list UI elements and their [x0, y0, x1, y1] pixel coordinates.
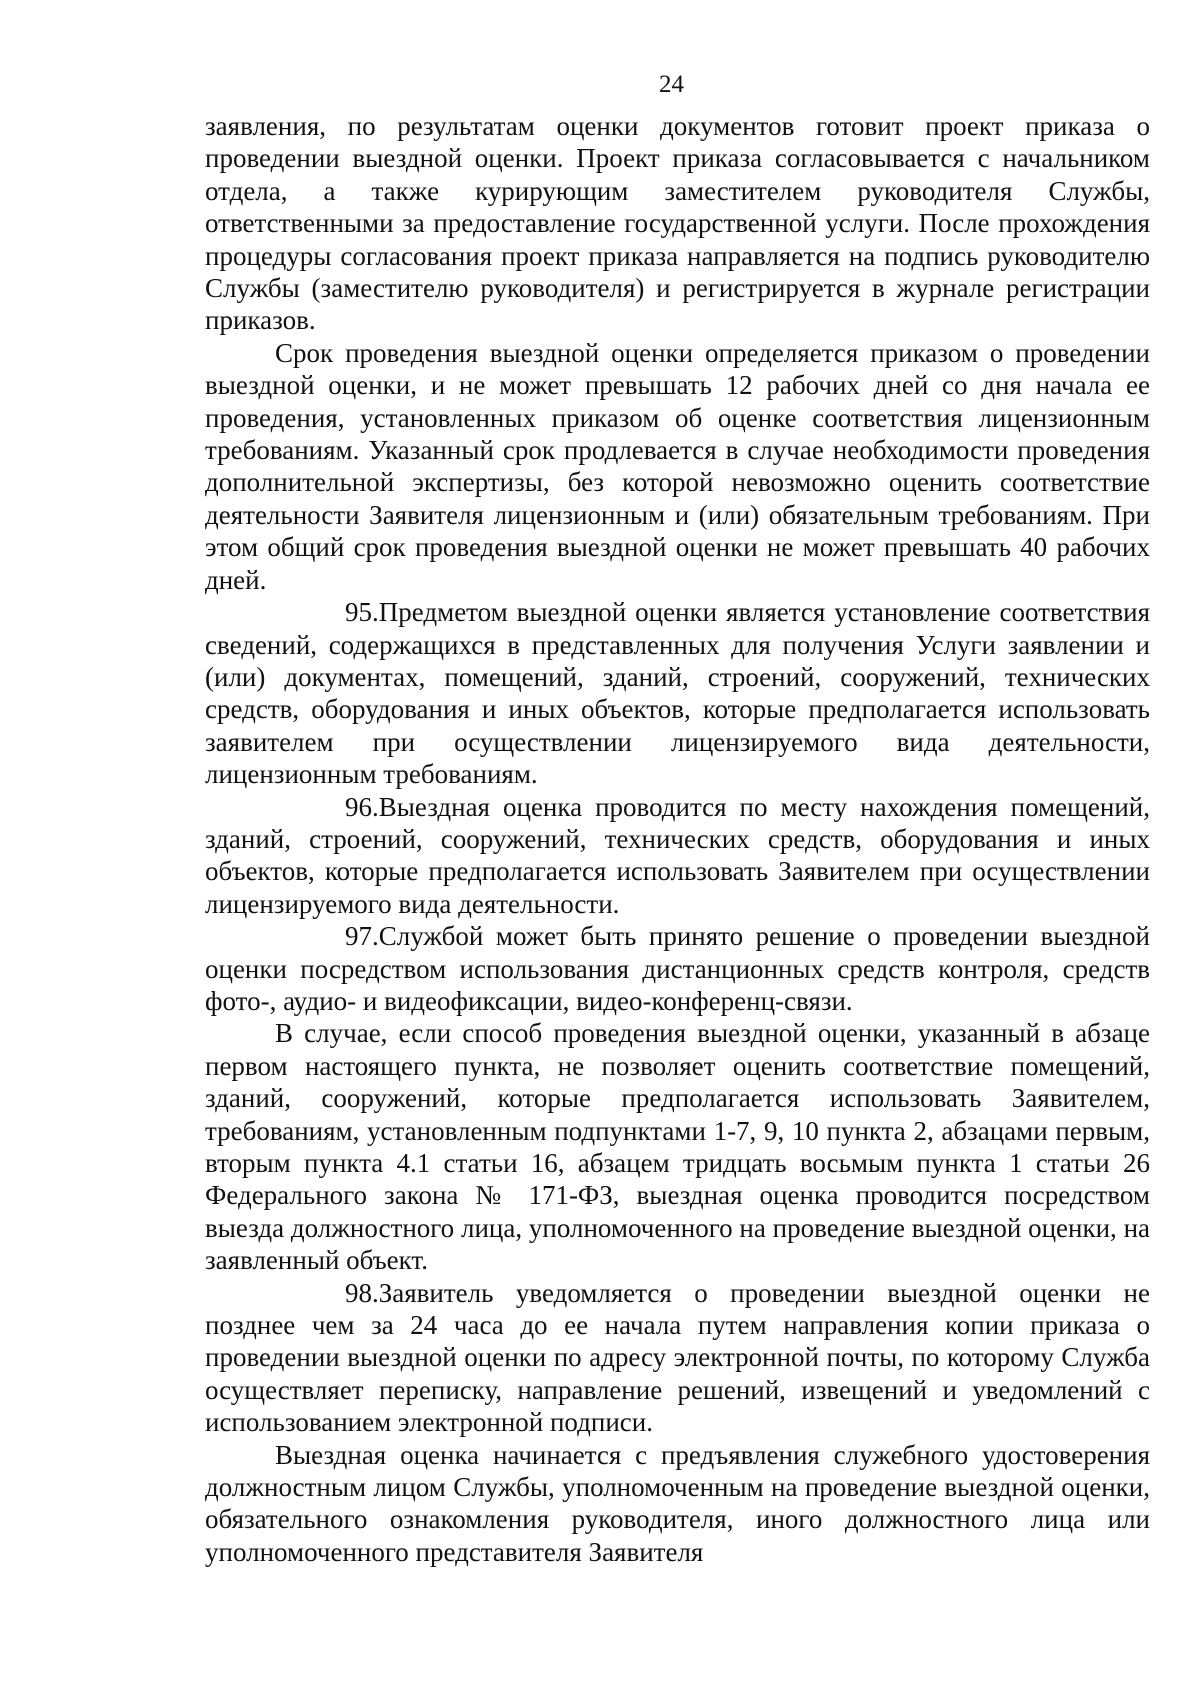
paragraph-number: 97. — [345, 921, 379, 952]
paragraph-continuation — [205, 110, 1150, 337]
paragraph-98-start — [205, 1439, 1150, 1569]
page-number: 24 — [659, 71, 684, 98]
paragraph-text: Заявитель уведомляется о проведении выездной оценки не позднее чем за 24 часа до ее начала путем направления копии приказа о проведении выездной оценки по адресу электронной почты, по которому Служба осуществляет переписку, направление решений, извещений и уведомлений с использованием электронной подписи. — [205, 1277, 1150, 1438]
paragraph-text: Выездная оценка начинается с предъявления служебного удостоверения должностным лицом Службы, уполномоченным на проведение выездной оценки, обязательного ознакомления руководителя, иного должностного лица или уполномоченного представителя Заявителя — [205, 1439, 1150, 1567]
paragraph-term — [205, 337, 1150, 596]
paragraph-number: 95. — [345, 597, 379, 628]
paragraph-96 — [205, 791, 1150, 921]
paragraph-97 — [205, 920, 1150, 1017]
paragraph-text: В случае, если способ проведения выездной оценки, указанный в абзаце первом настоящего пункта, не позволяет оценить соответствие помещений, зданий, сооружений, которые предполагается использовать Заявителем, требованиям, установленным подпунктами 1-7, 9, 10 пункта 2, абзацами первым, вторым пункта 4.1 статьи 16, абзацем тридцать восьмым пункта 1 статьи 26 Федерального закона № 171-ФЗ, выездная оценка проводится посредством выезда должностного лица, уполномоченного на проведение выездной оценки, на заявленный объект. — [205, 1018, 1150, 1276]
paragraph-text: Выездная оценка проводится по месту нахождения помещений, зданий, строений, сооружений, технических средств, оборудования и иных объектов, которые предполагается использовать Заявителем при осуществлении лицензируемого вида деятельности. — [205, 791, 1150, 919]
paragraph-number: 98. — [345, 1277, 379, 1308]
paragraph-97-case — [205, 1017, 1150, 1276]
document-body — [205, 110, 1150, 1568]
paragraph-number: 96. — [345, 791, 379, 822]
paragraph-95 — [205, 596, 1150, 790]
paragraph-text: Службой может быть принято решение о проведении выездной оценки посредством использования дистанционных средств контроля, средств фото-, аудио- и видеофиксации, видео-конференц-связи. — [205, 921, 1150, 1016]
paragraph-text: заявления, по результатам оценки документов готовит проект приказа о проведении выездной оценки. Проект приказа согласовывается с начальником отдела, а также курирующим заместителем руководителя Службы, ответственными за предоставление государственной услуги. После прохождения процедуры согласования проект приказа направляется на подпись руководителю Службы (заместителю руководителя) и регистрируется в журнале регистрации приказов. — [205, 111, 1150, 336]
paragraph-98 — [205, 1277, 1150, 1439]
paragraph-text: Предметом выездной оценки является установление соответствия сведений, содержащихся в представленных для получения Услуги заявлении и (или) документах, помещений, зданий, строений, сооружений, технических средств, оборудования и иных объектов, которые предполагается использовать заявителем при осуществлении лицензируемого вида деятельности, лицензионным требованиям. — [205, 597, 1150, 790]
paragraph-text: Срок проведения выездной оценки определяется приказом о проведении выездной оценки, и не может превышать 12 рабочих дней со дня начала ее проведения, установленных приказом об оценке соответствия лицензионным требованиям. Указанный срок продлевается в случае необходимости проведения дополнительной экспертизы, без которой невозможно оценить соответствие деятельности Заявителя лицензионным и (или) обязательным требованиям. При этом общий срок проведения выездной оценки не может превышать 40 рабочих дней. — [205, 337, 1150, 595]
